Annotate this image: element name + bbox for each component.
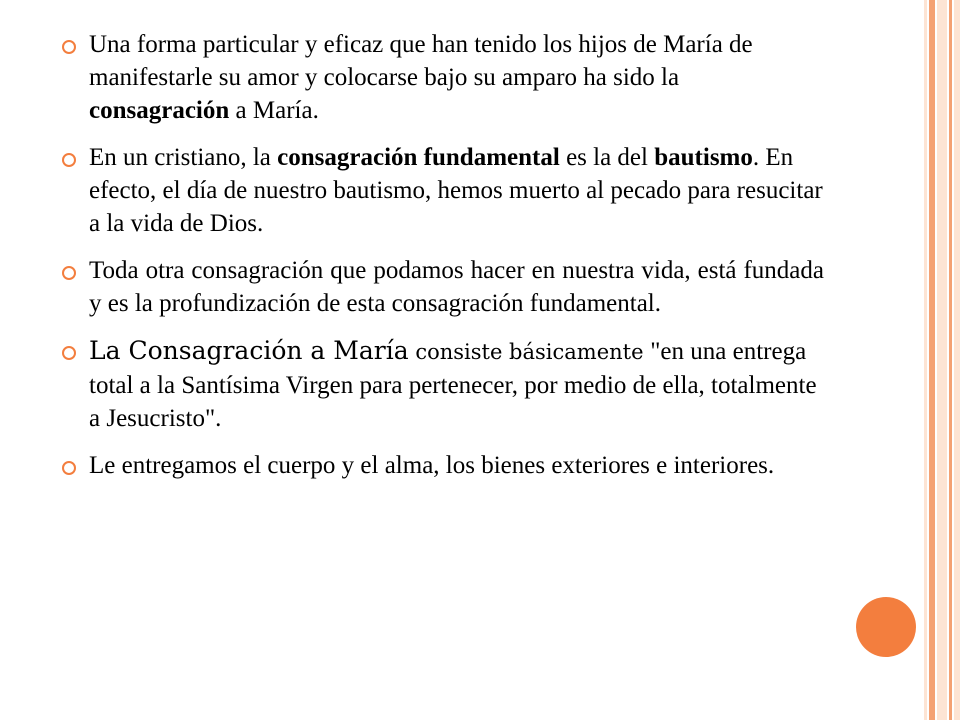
stripe (924, 0, 927, 720)
stripe (954, 0, 960, 720)
stripe (937, 0, 947, 720)
bullet-text: Toda otra consagración que podamos hacer en nuestra vida, está fundada y es la profundización de esta consagración fundamental. (89, 257, 824, 317)
bullet-list (62, 28, 824, 482)
bullet-marker-icon (62, 346, 76, 360)
bullet-item (62, 449, 824, 482)
bullet-text: Una forma particular y eficaz que han tenido los hijos de María de manifestarle su amor y colocarse bajo su amparo ha sido la consagración a María. (89, 31, 753, 124)
bullet-marker-icon (62, 40, 76, 54)
bullet-item (62, 334, 824, 435)
stripe (949, 0, 952, 720)
decorative-circle (856, 597, 916, 657)
bullet-item (62, 254, 824, 320)
bullet-text: La Consagración a María consiste básicamente "en una entrega total a la Santísima Virgen para pertenecer, por medio de ella, totalmente a Jesucristo". (89, 336, 817, 432)
bullet-item (62, 141, 824, 240)
stripe (929, 0, 935, 720)
bullet-text: Le entregamos el cuerpo y el alma, los bienes exteriores e interiores. (89, 452, 775, 479)
bullet-marker-icon (62, 461, 76, 475)
decorative-stripes (924, 0, 960, 720)
bullet-text: En un cristiano, la consagración fundamental es la del bautismo. En efecto, el día de nuestro bautismo, hemos muerto al pecado para resucitar a la vida de Dios. (89, 144, 823, 237)
bullet-marker-icon (62, 153, 76, 167)
bullet-marker-icon (62, 266, 76, 280)
bullet-item (62, 28, 824, 127)
